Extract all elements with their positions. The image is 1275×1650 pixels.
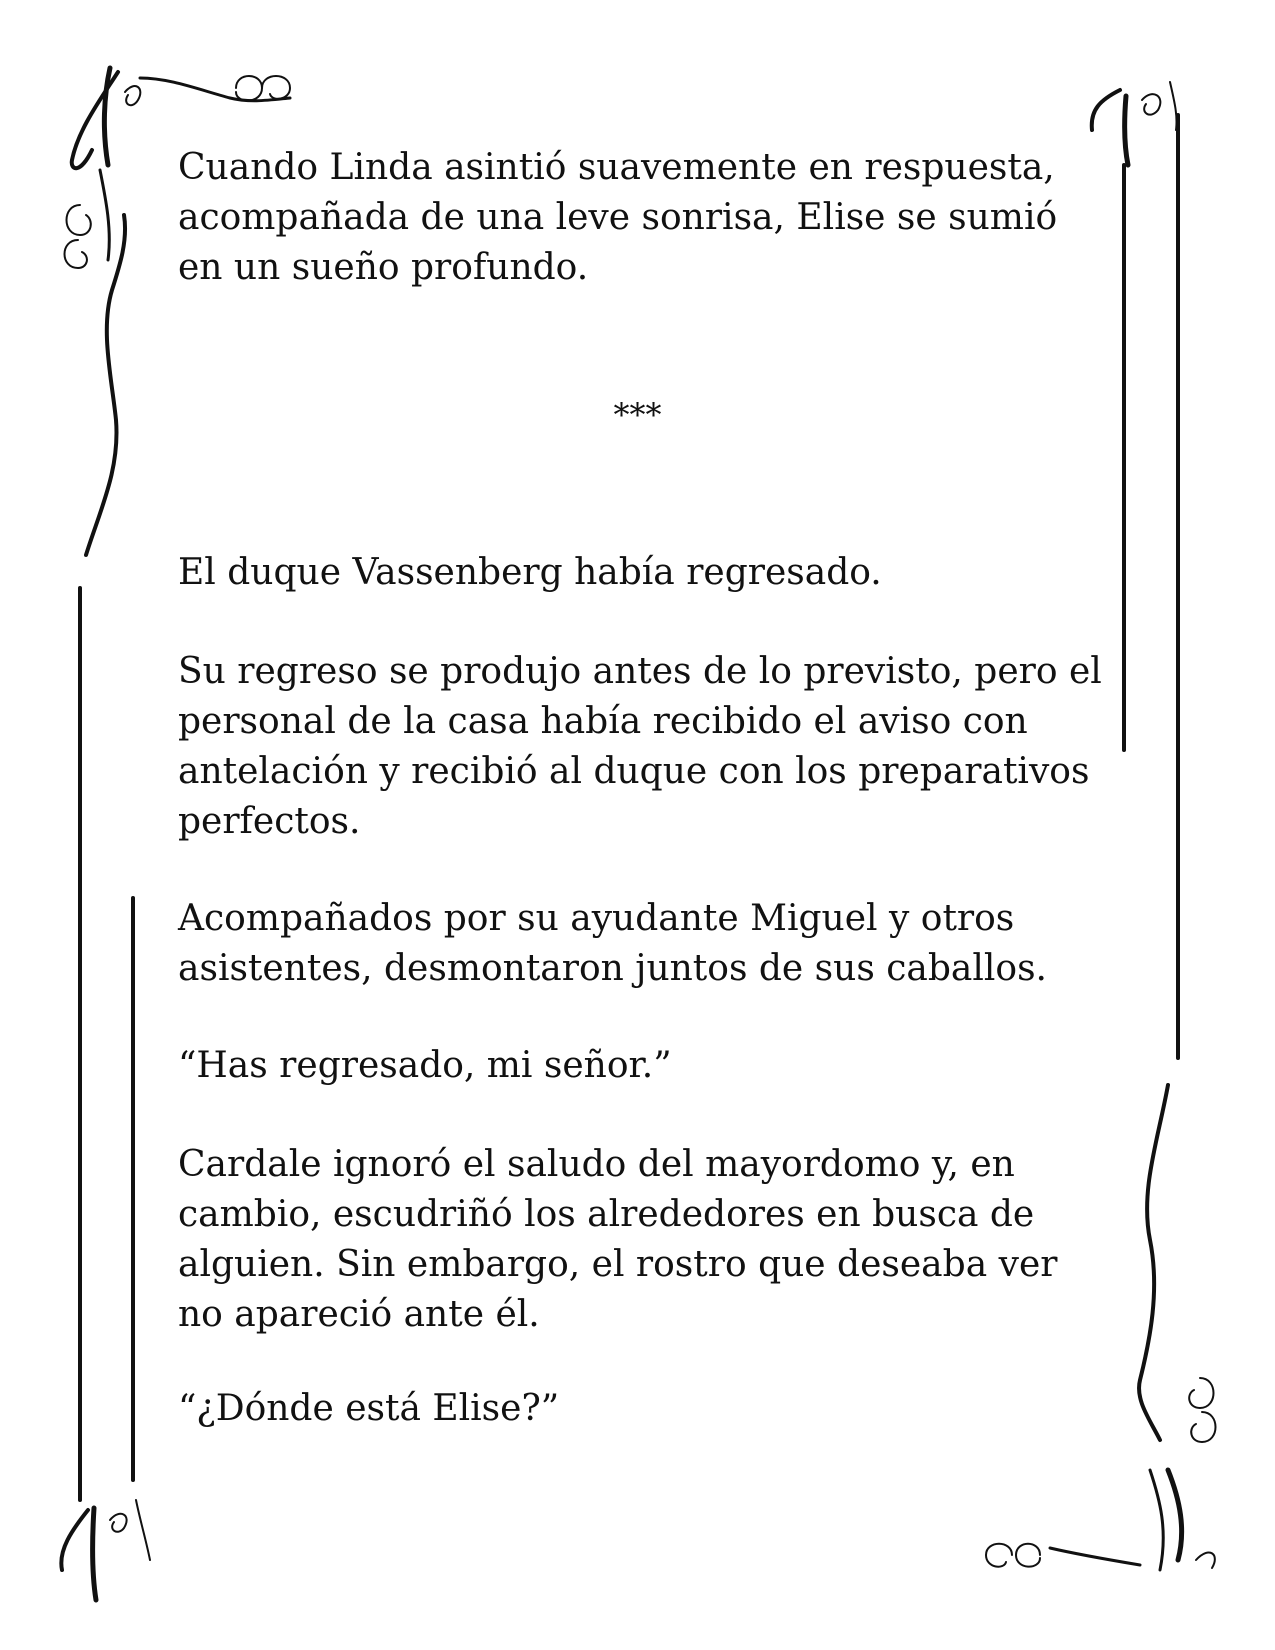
paragraph-1: Cuando Linda asintió suavemente en respuesta, acompañada de una leve sonrisa, Elise se sumió en un sueño profundo. — [178, 147, 1058, 288]
paragraph-3: Su regreso se produjo antes de lo previsto, pero el personal de la casa había recibido el aviso con antelación y recibió al duque con los preparativos perfectos. — [178, 651, 1102, 842]
scene-separator: *** — [613, 396, 662, 434]
paragraph-4: Acompañados por su ayudante Miguel y otros asistentes, desmontaron juntos de sus caballos. — [178, 898, 1047, 989]
paragraph-5: Cardale ignoró el saludo del mayordomo y, en cambio, escudriñó los alrededores en busca de alguien. Sin embargo, el rostro que deseaba ver no apareció ante él. — [178, 1144, 1058, 1335]
bottom-left-flourish-icon — [61, 1500, 150, 1600]
dialogue-1: “Has regresado, mi señor.” — [178, 1045, 672, 1086]
dialogue-2: “¿Dónde está Elise?” — [178, 1388, 560, 1429]
paragraph-2: El duque Vassenberg había regresado. — [178, 552, 882, 593]
top-left-flourish-icon — [65, 68, 291, 555]
